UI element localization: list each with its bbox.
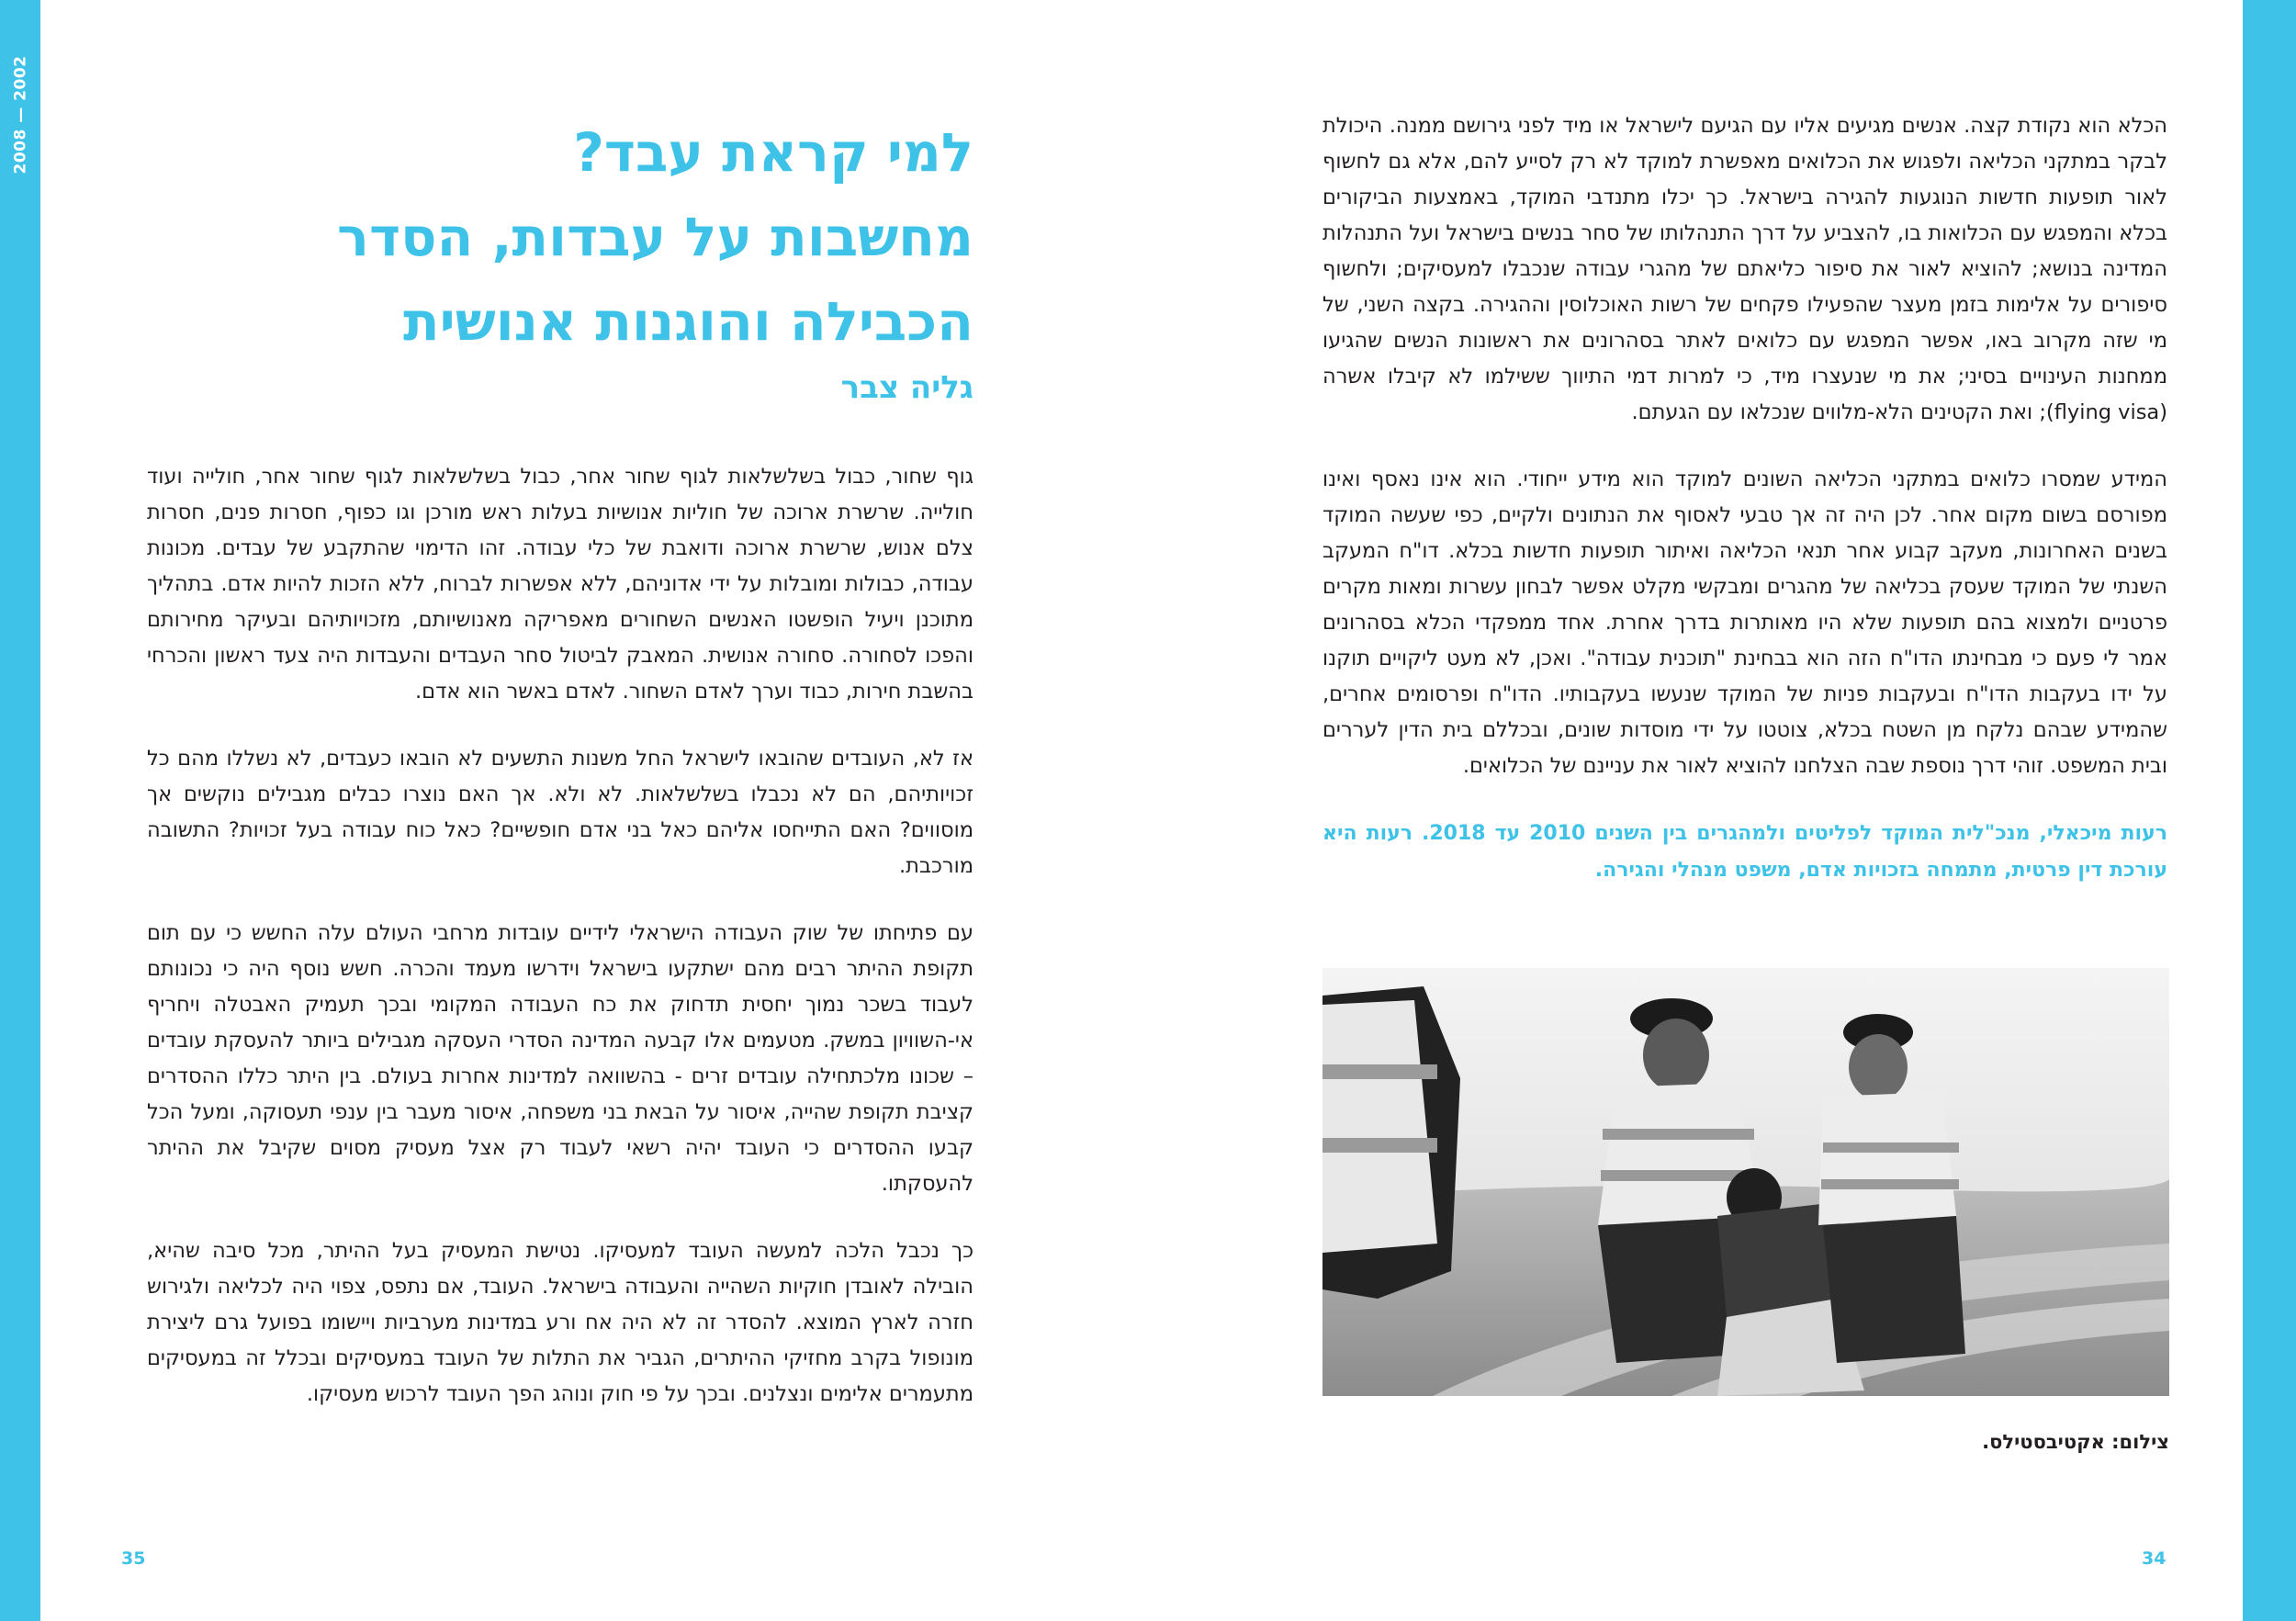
title-line: מחשבות על עבדות, הסדר — [337, 206, 974, 268]
right-edge-bar — [2243, 0, 2296, 1621]
left-page-column — [147, 110, 974, 1413]
news-photo — [1322, 968, 2169, 1396]
body-paragraph: המידע שמסרו כלואים במתקני הכליאה השונים למוקד הוא מידע ייחודי. הוא אינו נאסף ואינו מפורסם בשום מקום אחר. לכן היה זה אך טבעי לאסוף את הנתונים ולקיים, כפי שעשה המוקד בשנים האחרונות, מעקב קבוע אחר תנאי הכליאה ואיתור תופעות חדשות בכלא. דו"ח המעקב השנתי של המוקד שעסק בכליאה של מהגרים ומבקשי מקלט אפשר לבחון עשרות ומאות מקרים פרטניים ולמצוא בהם תופעות שלא היו מאותרות בדרך אחרת. אחד ממפקדי הכלא בסהרונים אמר לי פעם כי מבחינתו הדו"ח הזה הוא בבחינת "תוכנית עבודה". ואכן, לא מעט ליקויים תוקנו על ידו בעקבות הדו"ח ובעקבות פניות של המוקד שנעשו בעקבותיו. הדו"ח ופרסומים אחרים, שהמידע שבהם נלקח מן השטח בכלא, צוטטו על ידי מוסדות שונים, ובכללם בית הדין לעררים ובית המשפט. זוהי דרך נוספת שבה הצלחנו להוציא לאור את עניינם של הכלואים. — [1322, 467, 2167, 778]
photo-caption: צילום: אקטיבסטילס. — [1982, 1431, 2169, 1453]
left-page-body — [147, 459, 974, 1413]
body-paragraph: אז לא, העובדים שהובאו לישראל החל משנות התשעים לא הובאו כעבדים, לא נשללו מהם כל זכויותיהם, הם לא נכבלו בשלשלאות. לא ולא. אך האם נוצרו כבלים מגבילים נוקשים אך מוסווים? האם התייחסו אליהם כאל בני אדם חופשיים? כאל כוח עבודה בעל זכויות? התשובה מורכבת. — [147, 747, 974, 878]
page-number-right: 34 — [2142, 1548, 2167, 1569]
author-bio: רעות מיכאלי, מנכ"לית המוקד לפליטים ולמהגרים בין השנים 2010 עד 2018. רעות היא עורכת דין פרטית, מתמחה בזכויות אדם, משפט מנהלי והגירה. — [1322, 822, 2167, 882]
title-line: למי קראת עבד? — [573, 121, 974, 184]
body-paragraph: כך נכבל הלכה למעשה העובד למעסיקו. נטישת המעסיק בעל ההיתר, מכל סיבה שהיא, הובילה לאובדן חוקיות השהייה והעבודה בישראל. העובד, אם נתפס, צפוי היה לכליאה ולגירוש חזרה לארץ המוצא. להסדר זה לא היה אח ורע במדינות מערביות ויישומו בפועל גרם ליצירת מונופול בקרב מחזיקי ההיתרים, הגביר את התלות של העובד במעסיקים ובכלל זה במעסיקים מתעמרים אלימים ונצלנים. ובכך על פי חוק ונוהג הפך העובד לרכוש מעסיקו. — [147, 1239, 974, 1406]
years-label: 2008 — 2002 — [11, 55, 29, 174]
title-line: הכבילה והוגנות אנושית — [403, 290, 974, 353]
body-paragraph: הכלא הוא נקודת קצה. אנשים מגיעים אליו עם הגיעם לישראל או מיד לפני גירושם ממנה. היכולת לבקר במתקני הכליאה ולפגוש את הכלואים מאפשרת למוקד לא רק לסייע להם, אלא גם לחשוף לאור תופעות חדשות הנוגעות להגירה בישראל. כך יכלו מתנדבי המוקד, באמצעות הביקורים בכלא והמפגש עם הכלואות בו, להצביע על דרך התנהלותו של סחר בנשים בישראל ועל התנהלות המדינה בנושא; להוציא לאור את סיפור כליאתם של מהגרי עבודה שנכבלו למעסיקים; ולחשוף סיפורים על אלימות בזמן מעצר שהפעילו פקחים של רשות האוכלוסין וההגירה. בקצה השני, של מי שזה מקרוב באו, אפשר המפגש עם כלואים לאתר בסהרונים את ראשונות הנשים שהגיעו ממחנות העינויים בסיני; את מי שנעצרו מיד, כי למרות דמי התיווך ששילמו לא קיבלו אשרה (flying visa); ואת הקטינים הלא-מלווים שנכלאו עם הגעתם. — [1322, 114, 2167, 424]
body-paragraph: גוף שחור, כבול בשלשלאות לגוף שחור אחר, כבול בשלשלאות לגוף שחור אחר, חולייה ועוד חולייה. שרשרת ארוכה של חוליות אנושיות בעלות ראש מורכן וגו כפוף, חסרות פנים, חסרות צלם אנוש, שרשרת ארוכה ודואבת של כלי עבודה. זהו הדימוי שהתקבע של עבדים. מכונות עבודה, כבולות ומובלות על ידי אדוניהם, ללא אפשרות לברוח, ללא הזכות להיות אדם. בתהליך מתוכנן ויעיל הופשטו האנשים השחורים מאפריקה מאנושיותם, מזכויותיהם ובעיקר מחירותם והפכו לסחורה. סחורה אנושית. המאבק לביטול סחר העבדים והעבדות היה צעד ראשון והכרחי בהשבת חירות, כבוד וערך לאדם השחור. לאדם באשר הוא אדם. — [147, 465, 974, 704]
photo-illustration — [1322, 968, 2169, 1396]
right-page-column — [1322, 108, 2167, 889]
article-title — [147, 110, 974, 364]
years-label-container — [7, 55, 33, 174]
body-paragraph: עם פתיחתו של שוק העבודה הישראלי לידיים עובדות מרחבי העולם עלה החשש כי עם תום תקופת ההיתר רבים מהם ישתקעו בישראל וידרשו מעמד והכרה. חשש נוסף היה כי נכונותם לעבוד בשכר נמוך יחסית תדחוק את כח העבודה המקומי ובכך תעמיק האבטלה ויחריף אי-השוויון במשק. מטעמים אלו קבעה המדינה הסדרי העסקה מגבילים ביותר להעסקת עובדים – שכונו מלכתחילה עובדים זרים - בהשוואה למדינות אחרות בעולם. בין היתר כללו ההסדרים קציבת תקופת שהייה, איסור על הבאת בני משפחה, איסור מעבר בין ענפי תעסוקה, ומעל הכל קבעו ההסדרים כי העובד יהיה רשאי לעבוד רק אצל מעסיק מסוים שקיבל את ההיתר להעסקתו. — [147, 921, 974, 1196]
page-number-left: 35 — [121, 1548, 146, 1569]
article-author: גליה צבר — [840, 369, 974, 406]
left-edge-bar — [0, 0, 40, 1621]
